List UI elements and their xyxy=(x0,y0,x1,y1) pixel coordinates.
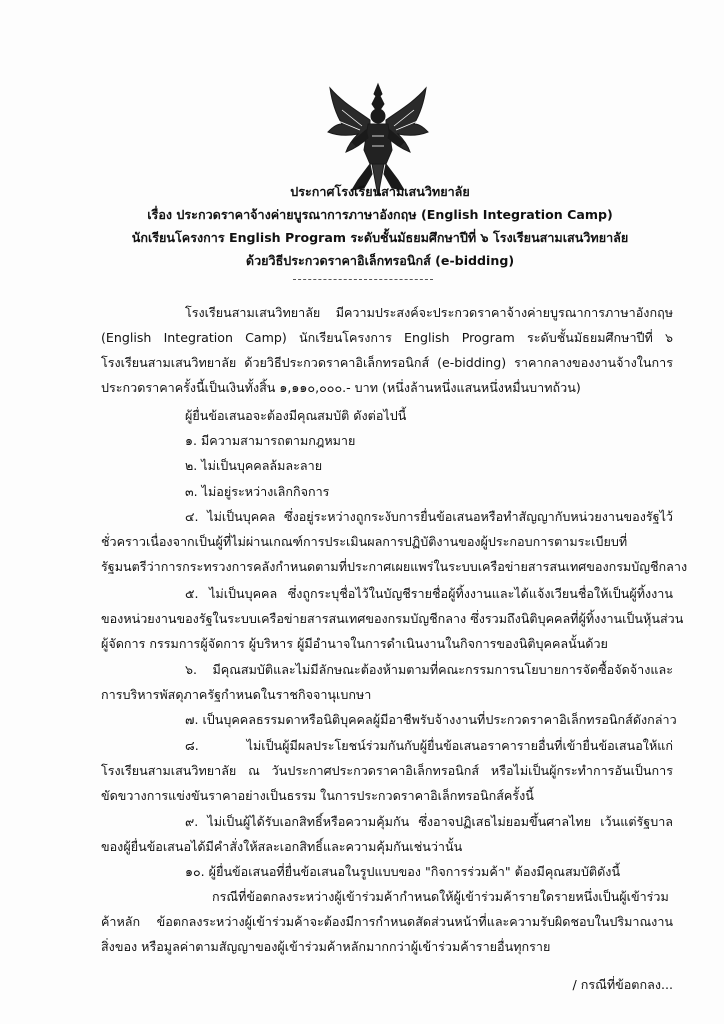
body-line: ค้าหลัก ข้อตกลงระหว่างผู้เข้าร่วมค้าจะต้องมีการกำหนดสัดส่วนหน้าที่และความรับผิดชอบในปริมาณงาน xyxy=(101,914,673,929)
qualification-item: ๔. ไม่เป็นบุคคล ซึ่งอยู่ระหว่างถูกระงับการยื่นข้อเสนอหรือทำสัญญากับหน่วยงานของรัฐไว้ xyxy=(185,509,673,524)
sub-clause: กรณีที่ข้อตกลงระหว่างผู้เข้าร่วมค้ากำหนดให้ผู้เข้าร่วมค้ารายใดรายหนึ่งเป็นผู้เข้าร่วม xyxy=(212,889,669,904)
subject-line-3: ด้วยวิธีประกวดราคาอิเล็กทรอนิกส์ (e-bidding) xyxy=(245,253,515,268)
body-line: ประกวดราคาครั้งนี้เป็นเงินทั้งสิ้น ๑,๑๑๐,๐๐๐.- บาท (หนึ่งล้านหนึ่งแสนหนึ่งหมื่นบาทถ้วน) xyxy=(101,380,581,395)
body-line: การบริหารพัสดุภาครัฐกำหนดในราชกิจจานุเบกษา xyxy=(101,687,372,702)
announcement-title: ประกาศโรงเรียนสามเสนวิทยาลัย xyxy=(290,184,470,199)
body-line: (English Integration Camp) นักเรียนโครงการ English Program ระดับชั้นมัธยมศึกษาปีที่ ๖ xyxy=(101,330,673,345)
body-line: ขัดขวางการแข่งขันราคาอย่างเป็นธรรม ในการประกวดราคาอิเล็กทรอนิกส์ครั้งนี้ xyxy=(101,788,534,803)
qualification-item: ๘. ไม่เป็นผู้มีผลประโยชน์ร่วมกันกับผู้ยื่นข้อเสนอราคารายอื่นที่เข้ายื่นข้อเสนอให้แก่ xyxy=(185,738,673,753)
body-line: ผู้ยื่นข้อเสนอจะต้องมีคุณสมบัติ ดังต่อไปนี้ xyxy=(185,408,407,423)
body-line: โรงเรียนสามเสนวิทยาลัย ด้วยวิธีประกวดราคาอิเล็กทรอนิกส์ (e-bidding) ราคากลางของงานจ้างในการ xyxy=(101,355,673,370)
subject-line: เรื่อง ประกวดราคาจ้างค่ายบูรณาการภาษาอังกฤษ (English Integration Camp) xyxy=(147,207,613,222)
body-line: ของผู้ยื่นข้อเสนอได้มีคำสั่งให้สละเอกสิทธิ์และความคุ้มกันเช่นว่านั้น xyxy=(101,839,463,854)
body-line: โรงเรียนสามเสนวิทยาลัย ณ วันประกาศประกวดราคาอิเล็กทรอนิกส์ หรือไม่เป็นผู้กระทำการอันเป็นการ xyxy=(101,763,673,778)
qualification-item: ๗. เป็นบุคคลธรรมดาหรือนิติบุคคลผู้มีอาชีพรับจ้างงานที่ประกวดราคาอิเล็กทรอนิกส์ดังกล่าว xyxy=(185,712,677,727)
qualification-item: ๑๐. ผู้ยื่นข้อเสนอที่ยื่นข้อเสนอในรูปแบบของ "กิจการร่วมค้า" ต้องมีคุณสมบัติดังนี้ xyxy=(185,864,621,879)
qualification-item: ๙. ไม่เป็นผู้ได้รับเอกสิทธิ์หรือความคุ้มกัน ซึ่งอาจปฏิเสธไม่ยอมขึ้นศาลไทย เว้นแต่รัฐบาล xyxy=(185,814,673,829)
continuation-note: / กรณีที่ข้อตกลง... xyxy=(572,977,673,992)
body-line: โรงเรียนสามเสนวิทยาลัย มีความประสงค์จะประกวดราคาจ้างค่ายบูรณาการภาษาอังกฤษ xyxy=(185,305,673,320)
body-line: ผู้จัดการ กรรมการผู้จัดการ ผู้บริหาร ผู้มีอำนาจในการดำเนินงานในกิจการของนิติบุคคลนั้นด้วย xyxy=(101,636,608,651)
title-divider xyxy=(293,279,433,280)
qualification-item: ๖. มีคุณสมบัติและไม่มีลักษณะต้องห้ามตามที่คณะกรรมการนโยบายการจัดซื้อจัดจ้างและ xyxy=(185,662,673,677)
qualification-item: ๑. มีความสามารถตามกฎหมาย xyxy=(185,433,356,448)
qualification-item: ๒. ไม่เป็นบุคคลล้มละลาย xyxy=(185,458,323,473)
qualification-item: ๓. ไม่อยู่ระหว่างเลิกกิจการ xyxy=(185,484,330,499)
body-line: สิ่งของ หรือมูลค่าตามสัญญาของผู้เข้าร่วมค้าหลักมากกว่าผู้เข้าร่วมค้ารายอื่นทุกราย xyxy=(101,939,551,954)
body-line: ของหน่วยงานของรัฐในระบบเครือข่ายสารสนเทศของกรมบัญชีกลาง ซึ่งรวมถึงนิติบุคคลที่ผู้ทิ้งงานเป็นหุ้นส่วน xyxy=(101,611,684,626)
body-line: ชั่วคราวเนื่องจากเป็นผู้ที่ไม่ผ่านเกณฑ์การประเมินผลการปฏิบัติงานของผู้ประกอบการตามระเบียบที่ xyxy=(101,534,628,549)
qualification-item: ๕. ไม่เป็นบุคคล ซึ่งถูกระบุชื่อไว้ในบัญชีรายชื่อผู้ทิ้งงานและได้แจ้งเวียนชื่อให้เป็นผู้ทิ้งงาน xyxy=(185,586,673,601)
subject-line-2: นักเรียนโครงการ English Program ระดับชั้นมัธยมศึกษาปีที่ ๖ โรงเรียนสามเสนวิทยาลัย xyxy=(131,230,629,245)
body-line: รัฐมนตรีว่าการกระทรวงการคลังกำหนดตามที่ประกาศเผยแพร่ในระบบเครือข่ายสารสนเทศของกรมบัญชีกลาง xyxy=(101,559,688,574)
